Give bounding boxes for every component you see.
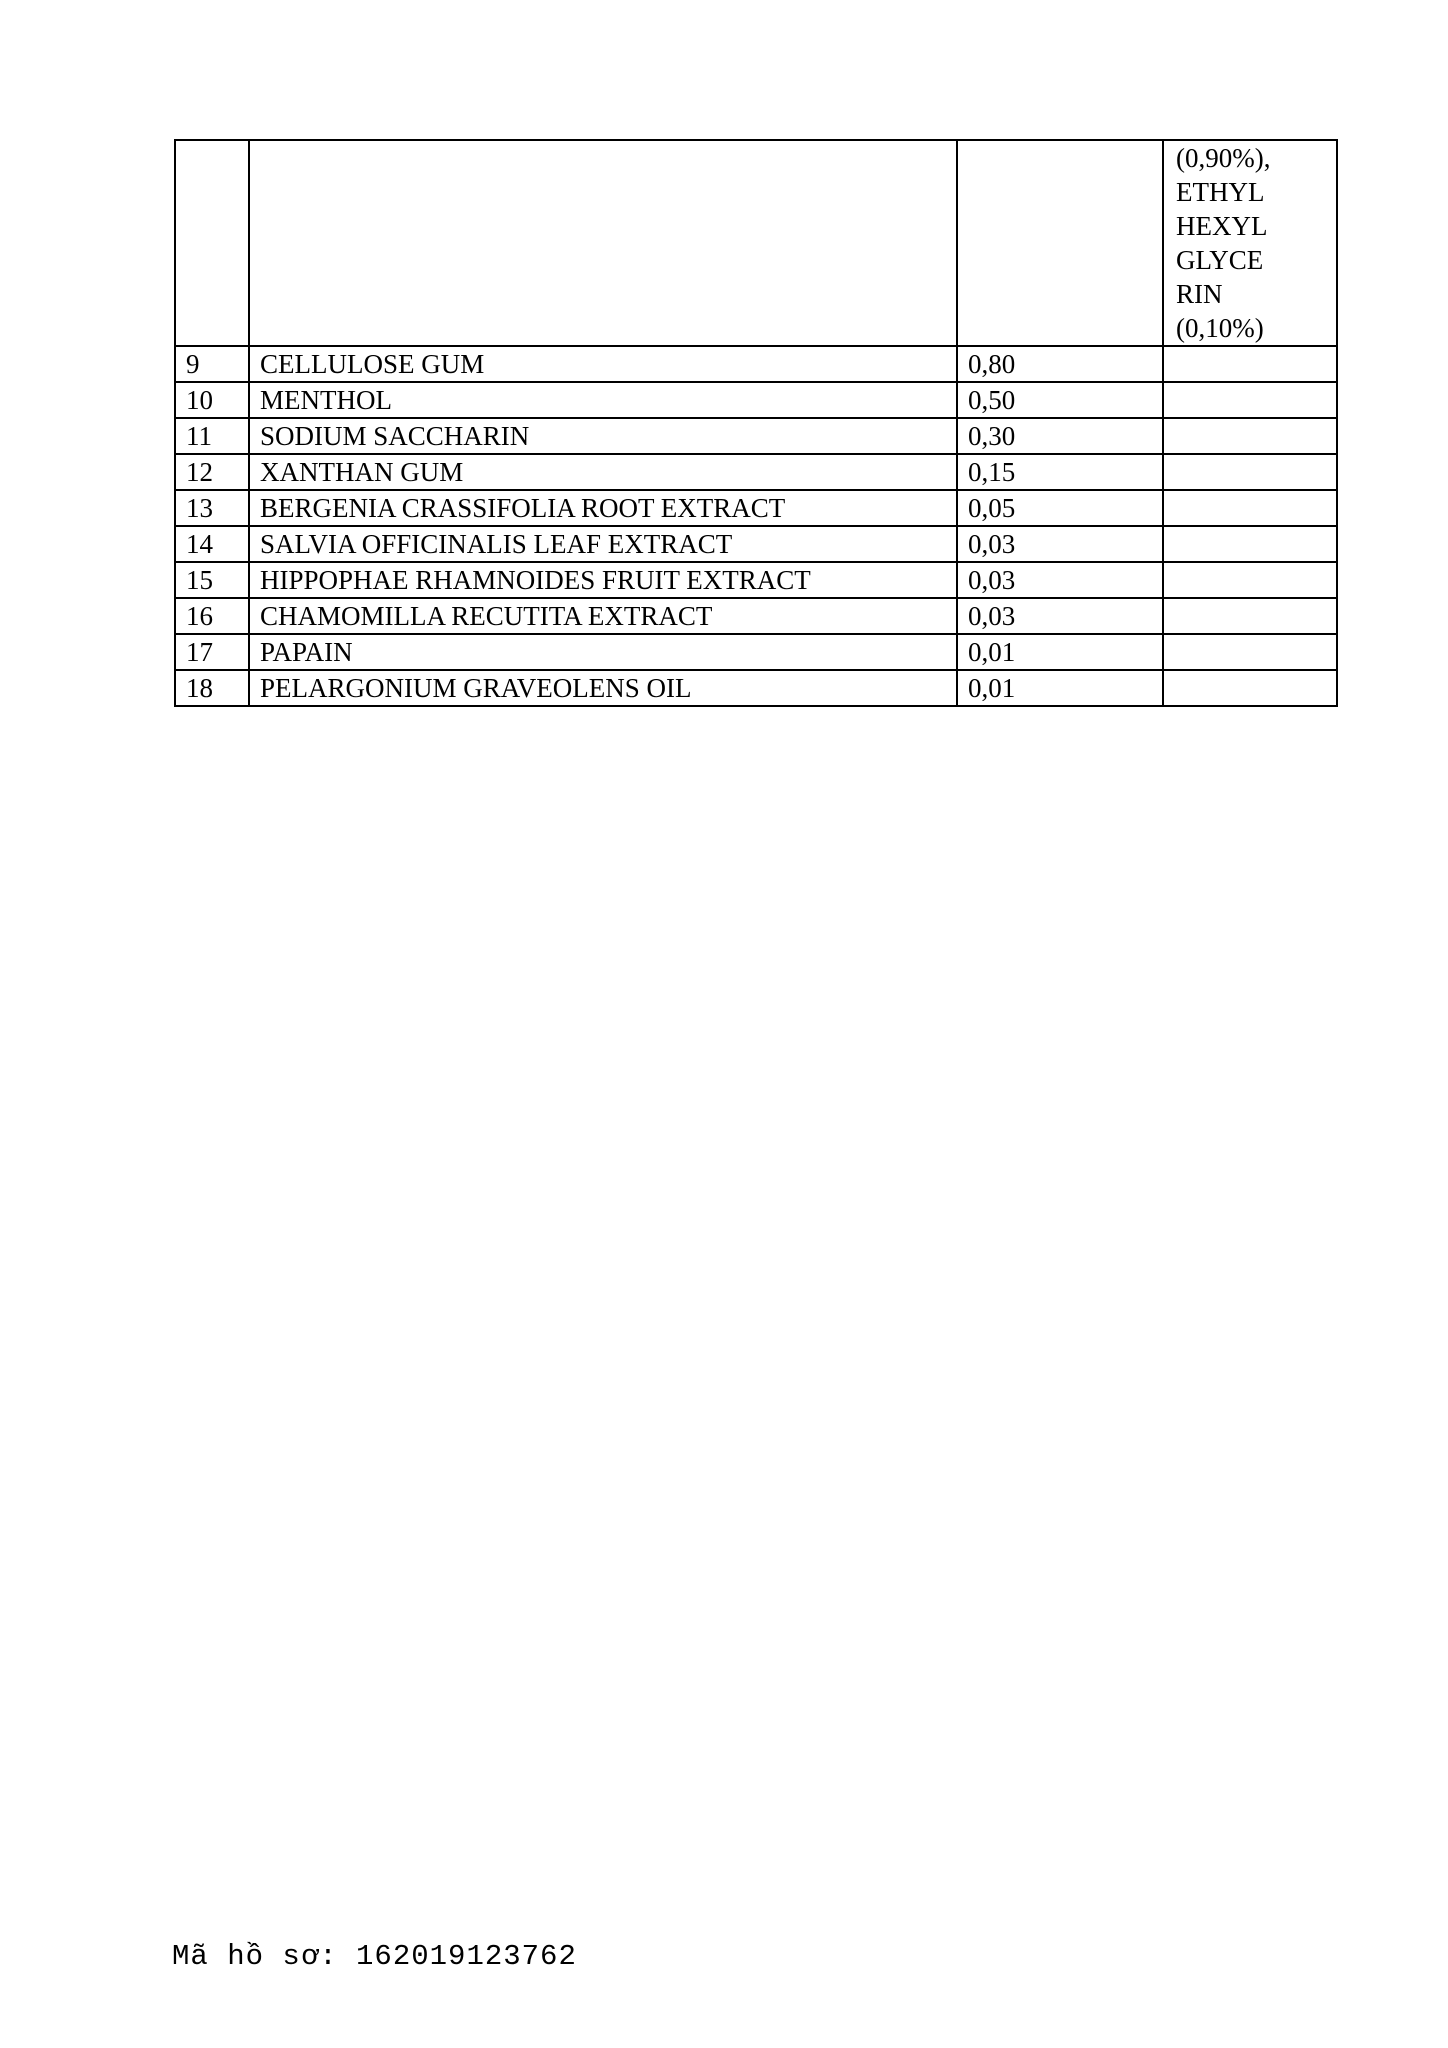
note-cell: [1163, 670, 1337, 706]
table-row: [175, 454, 1337, 490]
row-number-cell: 12: [175, 454, 249, 490]
row-number-cell: 10: [175, 382, 249, 418]
ingredient-name-cell: [249, 140, 957, 346]
note-line: GLYCE: [1176, 245, 1264, 275]
ingredient-name-cell: MENTHOL: [249, 382, 957, 418]
table-row: [175, 382, 1337, 418]
percent-cell: 0,03: [957, 598, 1163, 634]
ingredient-name-cell: CHAMOMILLA RECUTITA EXTRACT: [249, 598, 957, 634]
table-row: [175, 634, 1337, 670]
percent-cell: 0,50: [957, 382, 1163, 418]
percent-cell: 0,03: [957, 526, 1163, 562]
note-line: (0,10%): [1176, 313, 1264, 343]
percent-cell: [957, 140, 1163, 346]
percent-cell: 0,01: [957, 670, 1163, 706]
note-cell: [1163, 634, 1337, 670]
percent-cell: 0,03: [957, 562, 1163, 598]
percent-cell: 0,30: [957, 418, 1163, 454]
table-row: [175, 598, 1337, 634]
row-number-cell: 11: [175, 418, 249, 454]
ingredient-name-cell: HIPPOPHAE RHAMNOIDES FRUIT EXTRACT: [249, 562, 957, 598]
note-cell: [1163, 346, 1337, 382]
note-cell: [1163, 598, 1337, 634]
percent-cell: 0,15: [957, 454, 1163, 490]
row-number-cell: 16: [175, 598, 249, 634]
note-cell: [1163, 490, 1337, 526]
table-row: [175, 418, 1337, 454]
ingredient-name-cell: CELLULOSE GUM: [249, 346, 957, 382]
ingredient-name-cell: BERGENIA CRASSIFOLIA ROOT EXTRACT: [249, 490, 957, 526]
table-row: [175, 490, 1337, 526]
percent-cell: 0,05: [957, 490, 1163, 526]
row-number-cell: 17: [175, 634, 249, 670]
file-code-footer: Mã hồ sơ: 162019123762: [172, 1940, 577, 1973]
note-cell: [1163, 454, 1337, 490]
table-row: [175, 526, 1337, 562]
row-number-cell: 15: [175, 562, 249, 598]
row-number-cell: 14: [175, 526, 249, 562]
ingredient-name-cell: SALVIA OFFICINALIS LEAF EXTRACT: [249, 526, 957, 562]
note-line: HEXYL: [1176, 211, 1268, 241]
note-line: RIN: [1176, 279, 1223, 309]
note-cell: [1163, 562, 1337, 598]
note-cell: [1163, 526, 1337, 562]
note-line: (0,90%),: [1176, 143, 1271, 173]
note-cell: [1163, 382, 1337, 418]
row-number-cell: 18: [175, 670, 249, 706]
table-row-continuation: [175, 140, 1337, 346]
table-row: [175, 562, 1337, 598]
note-cell: [1163, 418, 1337, 454]
note-line: ETHYL: [1176, 177, 1265, 207]
note-cell: [1163, 140, 1337, 346]
percent-cell: 0,01: [957, 634, 1163, 670]
ingredient-name-cell: SODIUM SACCHARIN: [249, 418, 957, 454]
ingredient-table: [174, 139, 1338, 707]
percent-cell: 0,80: [957, 346, 1163, 382]
row-number-cell: [175, 140, 249, 346]
row-number-cell: 9: [175, 346, 249, 382]
table-row: [175, 346, 1337, 382]
ingredient-name-cell: PAPAIN: [249, 634, 957, 670]
ingredient-name-cell: PELARGONIUM GRAVEOLENS OIL: [249, 670, 957, 706]
ingredient-name-cell: XANTHAN GUM: [249, 454, 957, 490]
table-row: [175, 670, 1337, 706]
row-number-cell: 13: [175, 490, 249, 526]
